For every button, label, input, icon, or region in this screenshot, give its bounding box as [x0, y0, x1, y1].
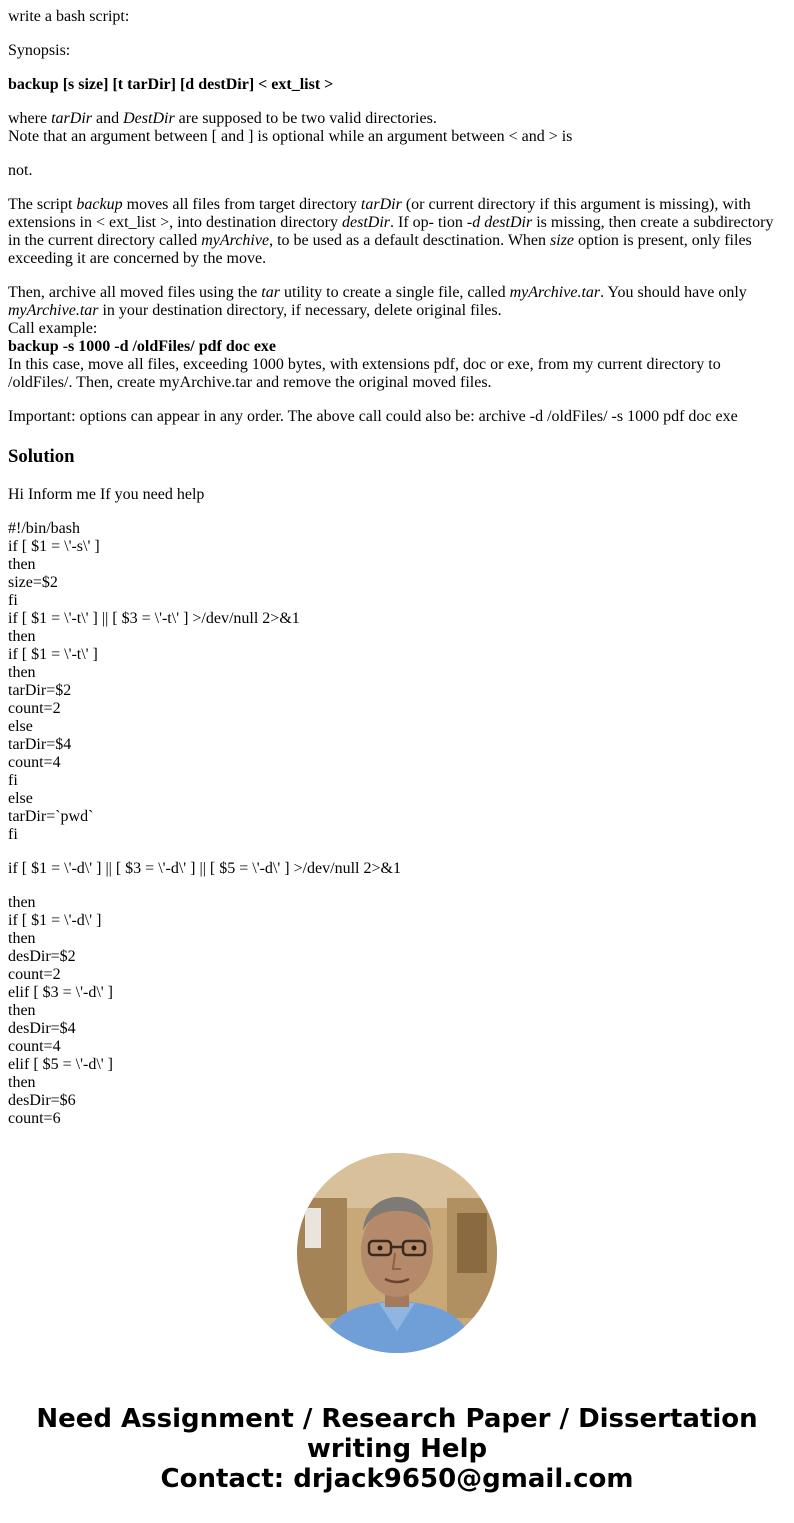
code-line: desDir=$6 — [8, 1092, 76, 1109]
code-line: elif [ $5 = \'-d\' ] — [8, 1056, 113, 1073]
code-line: then — [8, 1074, 36, 1091]
code-line: else — [8, 718, 33, 735]
code-block-dest-dir — [8, 894, 786, 1128]
promo-line-1: Need Assignment / Research Paper / Dissertation — [36, 1404, 758, 1434]
code-line: tarDir=`pwd` — [8, 808, 94, 825]
code-line: count=2 — [8, 700, 61, 717]
code-line: desDir=$2 — [8, 948, 76, 965]
code-line: then — [8, 664, 36, 681]
code-line: tarDir=$2 — [8, 682, 72, 699]
code-line: if [ $1 = \'-d\' ] || [ $3 = \'-d\' ] || [ $5 = \'-d\' ] >/dev/null 2>&1 — [8, 860, 401, 877]
code-line: count=4 — [8, 754, 61, 771]
code-line: size=$2 — [8, 574, 58, 591]
solution-heading: Solution — [8, 446, 75, 467]
code-line: if [ $1 = \'-t\' ] || [ $3 = \'-t\' ] >/dev/null 2>&1 — [8, 610, 300, 627]
code-line: count=6 — [8, 1110, 61, 1127]
code-line: fi — [8, 592, 18, 609]
promo-contact[interactable]: Contact: drjack9650@gmail.com — [160, 1464, 634, 1494]
promo-line-2: writing Help — [306, 1434, 488, 1464]
solution-greeting: Hi Inform me If you need help — [8, 486, 205, 503]
code-line: tarDir=$4 — [8, 736, 72, 753]
author-photo — [297, 1153, 497, 1353]
note-text: Note that an argument between [ and ] is optional while an argument between < and > is — [8, 128, 573, 145]
code-line: then — [8, 930, 36, 947]
code-line: else — [8, 790, 33, 807]
question-content — [8, 8, 786, 1128]
not-text: not. — [8, 162, 33, 179]
code-line: if [ $1 = \'-s\' ] — [8, 538, 100, 555]
where-paragraph: where tarDir and DestDir are supposed to be two valid directories. Note that an argument between [ and ] is optional while an argument between < and > is — [8, 110, 786, 146]
description-paragraph: The script backup moves all files from target directory tarDir (or current directory if this argument is missing), with extensions in < ext_list >, into destination directory destDir. If op- tion -d destDir is missing, then create a subdirectory in the current directory called myArchive, to be used as a default desctination. When size option is present, only files exceeding it are concerned by the move. — [8, 196, 774, 267]
promo-banner — [0, 1404, 794, 1494]
synopsis-label: Synopsis: — [8, 42, 71, 59]
code-line: then — [8, 1002, 36, 1019]
code-line: then — [8, 628, 36, 645]
code-line: if [ $1 = \'-t\' ] — [8, 646, 98, 663]
code-line: if [ $1 = \'-d\' ] — [8, 912, 102, 929]
call-example-label: Call example: — [8, 320, 98, 337]
code-line: fi — [8, 826, 18, 843]
code-line: then — [8, 556, 36, 573]
code-line: fi — [8, 772, 18, 789]
code-line: count=4 — [8, 1038, 61, 1055]
intro-text: write a bash script: — [8, 8, 130, 25]
code-line: then — [8, 894, 36, 911]
archive-paragraph: Then, archive all moved files using the tar utility to create a single file, called myArchive.tar. You should have only myArchive.tar in your destination directory, if necessary, delete original files. Call example: backup -s 1000 -d /oldFiles/ pdf doc exe In this case, move all files, exceeding 1000 bytes, with extensions pdf, doc or exe, from my current directory to /oldFiles/. Then, create myArchive.tar and remove the original moved files. — [8, 284, 786, 392]
code-line: count=2 — [8, 966, 61, 983]
synopsis-command: backup [s size] [t tarDir] [d destDir] < ext_list > — [8, 76, 334, 93]
code-line: #!/bin/bash — [8, 520, 80, 537]
code-line: elif [ $3 = \'-d\' ] — [8, 984, 113, 1001]
code-block-script-start — [8, 520, 786, 844]
call-example-command: backup -s 1000 -d /oldFiles/ pdf doc exe — [8, 338, 277, 355]
author-avatar — [297, 1153, 497, 1353]
important-note: Important: options can appear in any order. The above call could also be: archive -d /oldFiles/ -s 1000 pdf doc exe — [8, 408, 738, 425]
code-line: desDir=$4 — [8, 1020, 76, 1037]
